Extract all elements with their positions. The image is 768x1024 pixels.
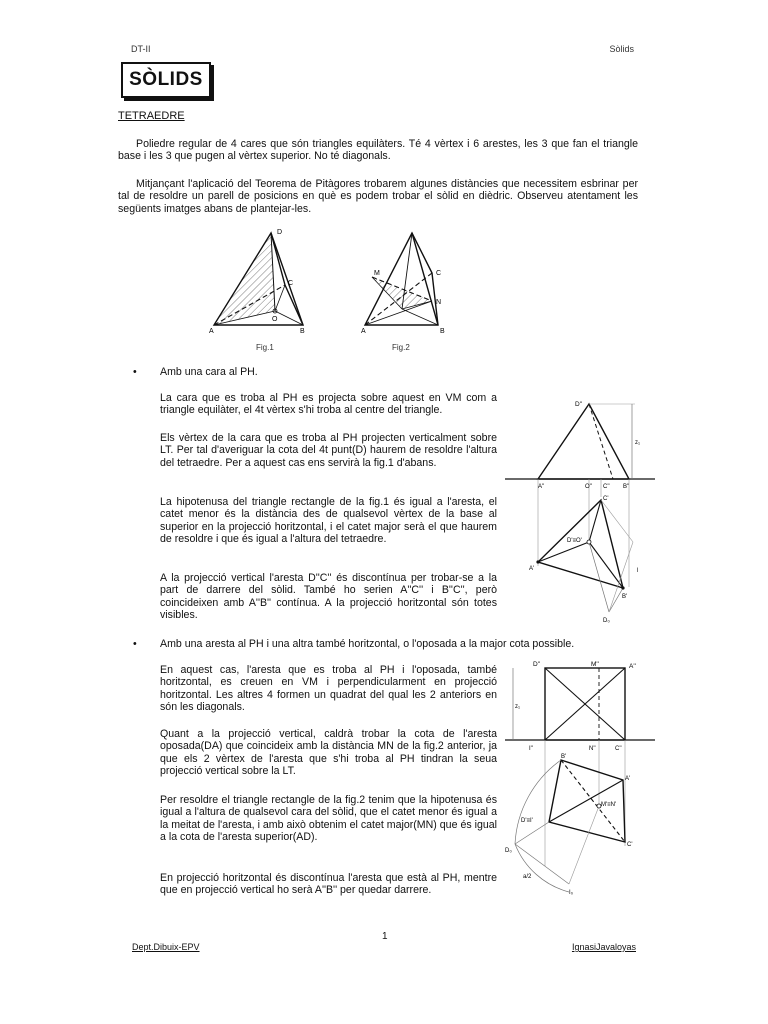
fig4-label-i2: I'' — [529, 746, 533, 752]
fig3-label-b1: B' — [622, 594, 628, 600]
fig2-label-c: C — [436, 270, 442, 277]
fig4-label-d2: D'' — [533, 661, 541, 668]
fig3-label-d0: D₀ — [603, 618, 610, 624]
fig4-label-b1: B' — [561, 754, 567, 760]
fig3-label-l: l — [637, 568, 639, 574]
fig4-label-d1i1: D'≡I' — [521, 818, 533, 824]
section2-bullet: • — [133, 638, 137, 650]
fig2-label-a: A — [361, 328, 366, 335]
fig4-label-z1: z₁ — [515, 704, 521, 710]
section1-paragraph-3: La hipotenusa del triangle rectangle de la fig.1 és igual a l'aresta, el catet menor és la distància des de qualsevol vèrtex de la base al superior en la projecció horitzontal, i el catet major serà el que haurem de resoldre i que és igual a l'altura del tetraedre. — [160, 496, 497, 546]
fig1-caption: Fig.1 — [256, 343, 274, 352]
fig3-label-o2: O'' — [585, 484, 592, 490]
figure-1 — [205, 225, 325, 337]
footer-left: Dept.Dibuix-EPV — [132, 942, 200, 952]
section2-paragraph-3: Per resoldre el triangle rectangle de la fig.2 tenim que la hipotenusa és igual a l'altura de qualsevol cara del sòlid, que el catet menor és igual a la meitat de l'aresta, i amb això obtenim el catet major(MN) que és igual a la cota de l'aresta superior(AD). — [160, 794, 497, 844]
section-subtitle: TETRAEDRE — [118, 110, 185, 122]
fig4-label-half-edge: a/2 — [523, 874, 532, 880]
fig4-label-m2: M'' — [591, 661, 599, 668]
intro-paragraph-1: Poliedre regular de 4 cares que són triangles equilàters. Té 4 vèrtex i 6 arestes, les 3 que fan el triangle base i les 3 que pugen al vèrtex superior. No té diagonals. — [118, 138, 638, 163]
fig1-label-a: A — [209, 328, 214, 335]
fig2-label-n: N — [436, 299, 442, 306]
section1-paragraph-1: La cara que es troba al PH es projecta sobre aquest en VM com a triangle equilàter, el 4t vèrtex s'hi troba al centre del triangle. — [160, 392, 497, 417]
fig4-label-a2: A'' — [629, 663, 636, 670]
section1-bullet: • — [133, 366, 137, 378]
fig1-label-d: D — [277, 229, 283, 236]
fig4-label-d0: D₀ — [505, 848, 512, 854]
fig3-label-z1: z₁ — [635, 440, 641, 446]
fig4-label-c1: C' — [627, 842, 633, 848]
section1-paragraph-4: A la projecció vertical l'aresta D''C'' és discontínua per trobar-se a la part de darrere del sòlid. També ho serien A''C'' i B''C'', però coincideixen amb A''B'' contínua. A la projecció horitzontal són totes visibles. — [160, 572, 497, 622]
fig3-label-c1: C' — [603, 496, 609, 502]
fig3-label-a2: A'' — [538, 484, 545, 490]
figure-4-edge-on-ph — [505, 656, 655, 916]
fig3-label-a1: A' — [529, 566, 535, 572]
page-number: 1 — [382, 931, 388, 942]
fig1-label-b: B — [300, 328, 305, 335]
section2-paragraph-2: Quant a la projecció vertical, caldrà trobar la cota de l'aresta oposada(DA) que coincideix amb la distància MN de la fig.2 anterior, ja que els 2 vèrtex de l'aresta que s'hi troba al PH tindran la seua projecció vertical sobre la LT. — [160, 728, 497, 778]
fig3-label-b2: B'' — [623, 484, 630, 490]
page-title: SÒLIDS — [121, 62, 211, 98]
fig2-caption: Fig.2 — [392, 343, 410, 352]
fig2-label-m: M — [374, 270, 380, 277]
section2-paragraph-1: En aquest cas, l'aresta que es troba al PH i l'oposada, també horitzontal, es creuen en VM i perpendicularment en projecció horitzontal. Les altres 4 formen un quadrat del qual les 2 anteriors en són les diagonals. — [160, 664, 497, 714]
header-right: Sòlids — [609, 44, 634, 54]
figure-2 — [360, 225, 460, 337]
intro-paragraph-2: Mitjançant l'aplicació del Teorema de Pitàgores trobarem algunes distàncies que necessitem esbrinar per tal de resoldre un parell de posicions en què es podem trobar el sòlid en dièdric. Observeu atentament les següents imatges abans de plantejar-les. — [118, 178, 638, 215]
fig4-label-m1n1: M'≡N' — [601, 802, 617, 808]
fig3-label-d2: D'' — [575, 401, 583, 408]
section1-paragraph-2: Els vèrtex de la cara que es troba al PH projecten verticalment sobre LT. Per tal d'averiguar la cota del 4t punt(D) haurem de resoldre l'altura del tetraedre. Per a aquest cas ens servirà la fig.1 d'abans. — [160, 432, 497, 469]
fig3-label-d1o1: D'≡O' — [567, 538, 582, 544]
section1-heading: Amb una cara al PH. — [160, 366, 258, 378]
header-left: DT-II — [131, 44, 151, 54]
fig3-label-c2: C'' — [603, 484, 610, 490]
fig4-label-i0: I₀ — [569, 890, 574, 896]
fig1-label-o: O — [272, 316, 278, 323]
figure-3-face-on-ph — [505, 392, 655, 624]
fig4-label-a1: A' — [625, 776, 631, 782]
fig2-label-b: B — [440, 328, 445, 335]
section2-paragraph-4: En projecció horitzontal és discontínua l'aresta que està al PH, mentre que en projecció vertical ho serà A''B'' per quedar darrere. — [160, 872, 497, 897]
fig1-label-c: C — [288, 280, 294, 287]
section2-heading: Amb una aresta al PH i una altra també horitzontal, o l'oposada a la major cota possible. — [160, 638, 575, 650]
fig4-label-n2: N'' — [589, 746, 596, 752]
fig4-label-c2: C'' — [615, 746, 622, 752]
footer-right: IgnasiJavaloyas — [571, 942, 636, 952]
